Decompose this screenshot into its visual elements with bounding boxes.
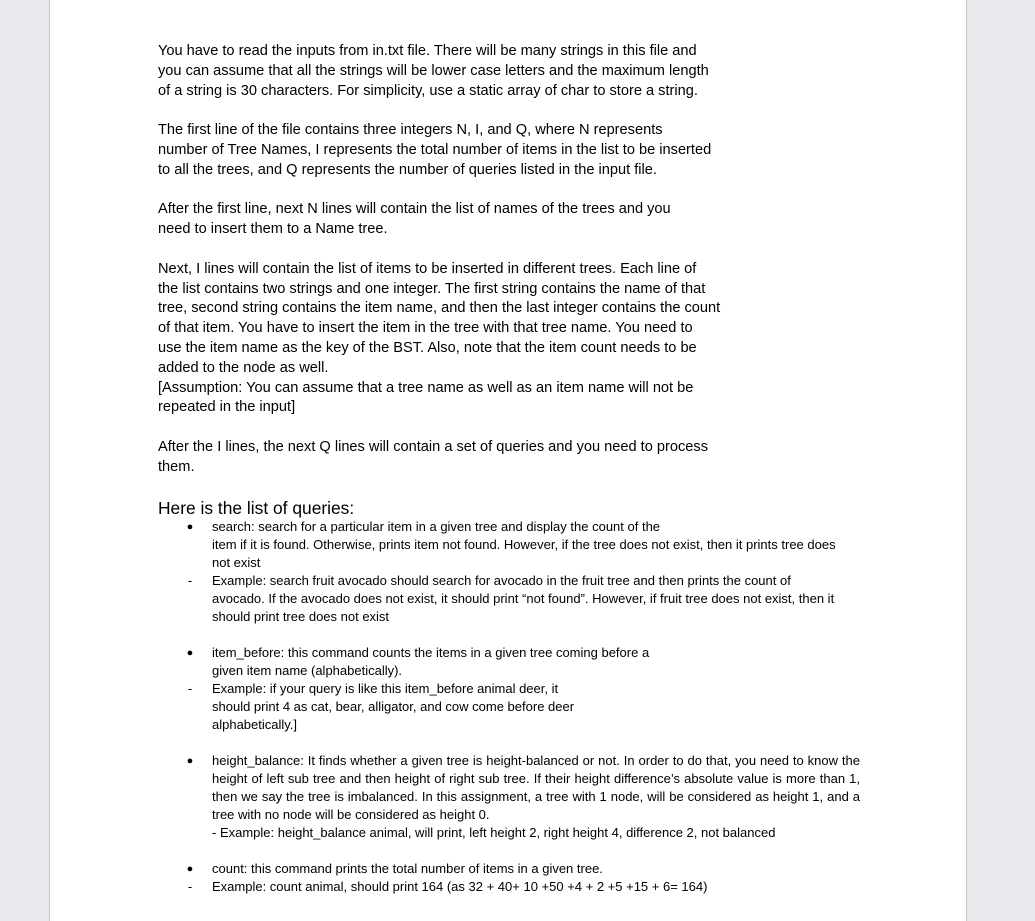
paragraph-tree-names bbox=[158, 200, 878, 240]
text-line: item if it is found. Otherwise, prints item not found. However, if the tree does not exist, then it prints tree does bbox=[212, 537, 836, 553]
queries-heading: Here is the list of queries: bbox=[158, 498, 355, 519]
document-content bbox=[158, 42, 878, 896]
document-page bbox=[49, 0, 967, 921]
text-line: - Example: height_balance animal, will print, left height 2, right height 4, difference 2, not balanced bbox=[212, 825, 776, 841]
text-line: the list contains two strings and one integer. The first string contains the name of that bbox=[158, 280, 706, 297]
text-line: given item name (alphabetically). bbox=[212, 663, 403, 679]
list-item-height-balance bbox=[158, 752, 878, 842]
paragraph-items bbox=[158, 260, 878, 418]
queries-list bbox=[158, 518, 878, 896]
dash-icon: - bbox=[187, 681, 193, 697]
paragraph-first-line bbox=[158, 121, 878, 180]
text-line: them. bbox=[158, 458, 195, 475]
text-line: should print tree does not exist bbox=[212, 609, 390, 625]
text-line: use the item name as the key of the BST. Also, note that the item count needs to be bbox=[158, 339, 697, 356]
spacer bbox=[158, 626, 878, 644]
list-item-count-example bbox=[158, 878, 878, 896]
spacer bbox=[158, 734, 878, 752]
text-block: height_balance: It finds whether a given tree is height-balanced or not. In order to do that, you need to know the height of left sub tree and then height of right sub tree. If their height difference’s absolute value is more than 1, then we say the tree is imbalanced. In this assignment, a tree with 1 node, will be considered as height 1, and a tree with no node will be considered as height 0. bbox=[212, 753, 860, 823]
list-item-search-example bbox=[158, 572, 878, 626]
text-line: to all the trees, and Q represents the number of queries listed in the input file. bbox=[158, 161, 657, 178]
bullet-icon: ● bbox=[186, 647, 194, 660]
text-line: tree, second string contains the item name, and then the last integer contains the count bbox=[158, 300, 721, 317]
text-line: of that item. You have to insert the item in the tree with that tree name. You need to bbox=[158, 320, 693, 337]
dash-icon: - bbox=[187, 879, 193, 895]
list-item-search bbox=[158, 518, 878, 572]
list-item-count bbox=[158, 860, 878, 878]
list-item-item-before bbox=[158, 644, 878, 680]
spacer bbox=[158, 842, 878, 860]
text-line: item_before: this command counts the items in a given tree coming before a bbox=[212, 645, 650, 661]
text-line: Example: search fruit avocado should search for avocado in the fruit tree and then prints the count of bbox=[212, 573, 791, 589]
text-line: You have to read the inputs from in.txt file. There will be many strings in this file and bbox=[158, 43, 697, 59]
list-item-item-before-example bbox=[158, 680, 878, 734]
text-line: you can assume that all the strings will be lower case letters and the maximum length bbox=[158, 62, 709, 79]
bullet-icon: ● bbox=[186, 863, 194, 876]
bullet-icon: ● bbox=[186, 755, 194, 768]
text-line: Next, I lines will contain the list of items to be inserted in different trees. Each line of bbox=[158, 260, 697, 277]
dash-icon: - bbox=[187, 573, 193, 589]
text-line: need to insert them to a Name tree. bbox=[158, 221, 388, 238]
bullet-icon: ● bbox=[186, 521, 194, 534]
text-line: added to the node as well. bbox=[158, 359, 329, 376]
text-line: repeated in the input] bbox=[158, 399, 296, 416]
text-line: search: search for a particular item in a given tree and display the count of the bbox=[212, 519, 661, 535]
text-line: count: this command prints the total number of items in a given tree. bbox=[212, 861, 603, 877]
text-line: of a string is 30 characters. For simplicity, use a static array of char to store a string. bbox=[158, 82, 698, 99]
text-line: number of Tree Names, I represents the total number of items in the list to be inserted bbox=[158, 141, 712, 158]
text-line: After the I lines, the next Q lines will contain a set of queries and you need to process bbox=[158, 438, 709, 455]
text-line: alphabetically.] bbox=[212, 717, 298, 733]
paragraph-queries-intro bbox=[158, 438, 878, 478]
text-line: avocado. If the avocado does not exist, it should print “not found”. However, if fruit tree does not exist, then it bbox=[212, 591, 835, 607]
text-line: After the first line, next N lines will contain the list of names of the trees and you bbox=[158, 201, 671, 218]
text-line: Example: count animal, should print 164 (as 32 + 40+ 10 +50 +4 + 2 +5 +15 + 6= 164) bbox=[212, 879, 708, 895]
text-line: should print 4 as cat, bear, alligator, and cow come before deer bbox=[212, 699, 575, 715]
text-line: The first line of the file contains three integers N, I, and Q, where N represents bbox=[158, 122, 663, 139]
paragraph-input-file bbox=[158, 42, 878, 101]
text-line: Example: if your query is like this item_before animal deer, it bbox=[212, 681, 559, 697]
text-line: not exist bbox=[212, 555, 261, 571]
text-line: [Assumption: You can assume that a tree name as well as an item name will not be bbox=[158, 379, 694, 396]
